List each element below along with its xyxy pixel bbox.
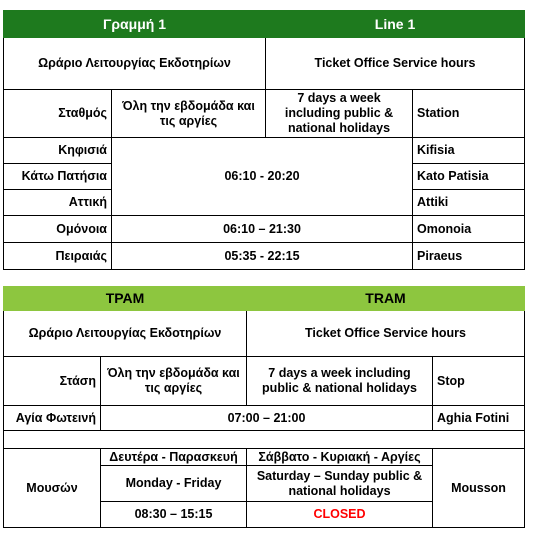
station-name-gr: Αττική	[4, 190, 112, 216]
museum-weekend-en: Saturday – Sunday public & national holidays	[247, 466, 433, 502]
tram-service-en: Ticket Office Service hours	[247, 311, 525, 357]
station-name-gr: Κάτω Πατήσια	[4, 164, 112, 190]
station-name-en: Kato Patisia	[413, 164, 525, 190]
line1-col-station-en: Station	[413, 90, 525, 138]
tram-header-en: TRAM	[247, 287, 525, 311]
museum-weekday-en: Monday - Friday	[101, 466, 247, 502]
stop-name-en: Aghia Fotini	[433, 406, 525, 431]
museum-weekend-hours: CLOSED	[247, 502, 433, 528]
tram-table	[3, 286, 525, 528]
line1-table	[3, 10, 525, 270]
tram-col-stop-en: Stop	[433, 357, 525, 406]
station-name-en: Attiki	[413, 190, 525, 216]
line1-header-gr: Γραμμή 1	[4, 11, 266, 38]
station-hours: 05:35 - 22:15	[112, 243, 413, 270]
station-hours: 06:10 – 21:30	[112, 216, 413, 243]
station-hours-group: 06:10 - 20:20	[112, 138, 413, 216]
spacer-row	[4, 431, 525, 449]
museum-weekday-hours: 08:30 – 15:15	[101, 502, 247, 528]
stop-hours: 07:00 – 21:00	[101, 406, 433, 431]
stop-name-gr: Αγία Φωτεινή	[4, 406, 101, 431]
station-name-en: Omonoia	[413, 216, 525, 243]
station-name-gr: Ομόνοια	[4, 216, 112, 243]
museum-name-en: Mousson	[433, 449, 525, 528]
station-name-en: Kifisia	[413, 138, 525, 164]
tram-col-stop-gr: Στάση	[4, 357, 101, 406]
line1-service-en: Ticket Office Service hours	[266, 38, 525, 90]
museum-weekday-gr: Δευτέρα - Παρασκευή	[101, 449, 247, 466]
line1-service-gr: Ωράριο Λειτουργίας Εκδοτηρίων	[4, 38, 266, 90]
station-name-en: Piraeus	[413, 243, 525, 270]
station-name-gr: Πειραιάς	[4, 243, 112, 270]
tram-header-gr: ΤΡΑΜ	[4, 287, 247, 311]
line1-col-station-gr: Σταθμός	[4, 90, 112, 138]
tram-col-week-en: 7 days a week including public & national holidays	[247, 357, 433, 406]
station-name-gr: Κηφισιά	[4, 138, 112, 164]
tram-service-gr: Ωράριο Λειτουργίας Εκδοτηρίων	[4, 311, 247, 357]
line1-col-week-gr: Όλη την εβδομάδα και τις αργίες	[112, 90, 266, 138]
line1-header-en: Line 1	[266, 11, 525, 38]
museum-name-gr: Μουσών	[4, 449, 101, 528]
tram-col-week-gr: Όλη την εβδομάδα και τις αργίες	[101, 357, 247, 406]
line1-col-week-en: 7 days a week including public & national holidays	[266, 90, 413, 138]
museum-weekend-gr: Σάββατο - Κυριακή - Αργίες	[247, 449, 433, 466]
